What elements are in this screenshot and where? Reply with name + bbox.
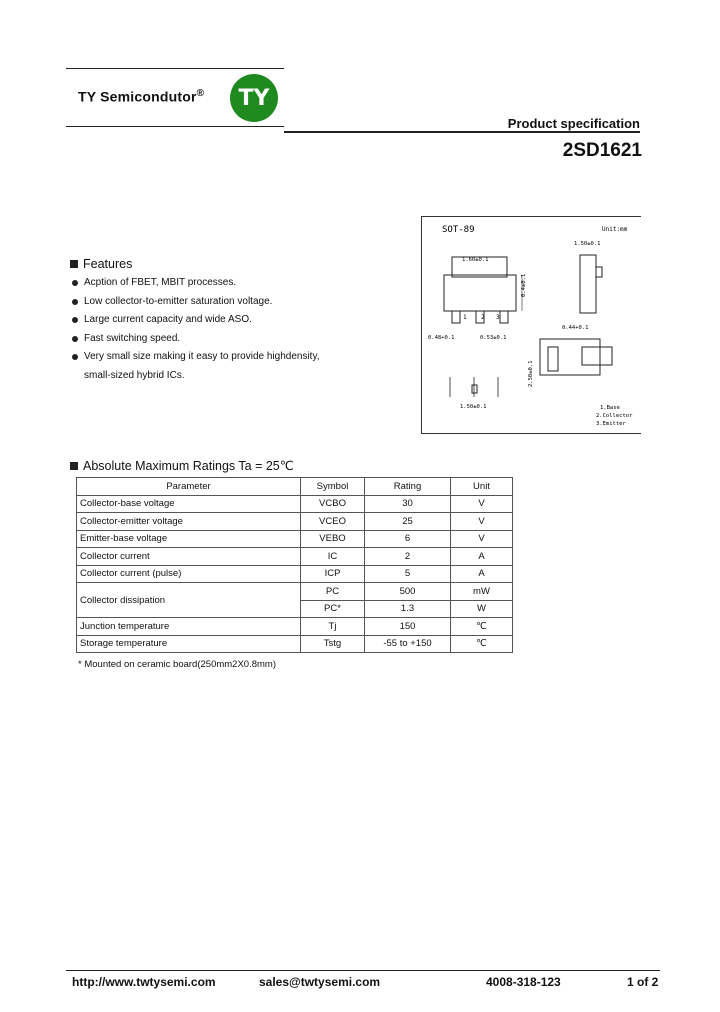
- cell-param: Collector current: [77, 548, 301, 566]
- cell-param: Collector-base voltage: [77, 495, 301, 513]
- bottom-view-body: [540, 339, 600, 375]
- page-number: 1 of 2: [627, 975, 659, 989]
- ratings-footnote: * Mounted on ceramic board(250mm2X0.8mm): [78, 659, 277, 670]
- features-list: [70, 276, 319, 388]
- company-name: TY Semicondutor®: [78, 88, 205, 105]
- dim-lead-left: 0.48+0.1: [428, 335, 455, 341]
- list-item: Fast switching speed.: [70, 332, 319, 351]
- footer-rule: [66, 970, 660, 971]
- cell-rating: 2: [365, 548, 451, 566]
- cell-symbol: IC: [301, 548, 365, 566]
- dim-side-height: 2.50±0.1: [528, 360, 534, 387]
- cell-param: Storage temperature: [77, 635, 301, 653]
- bullet-dot-icon: [72, 317, 78, 323]
- cell-unit: V: [451, 495, 513, 513]
- package-drawing: [421, 216, 641, 434]
- features-title: Features: [70, 257, 132, 271]
- ratings-title: Absolute Maximum Ratings Ta = 25℃: [70, 458, 294, 473]
- col-header: Symbol: [301, 478, 365, 496]
- cell-unit: W: [451, 600, 513, 618]
- list-item-continuation: small-sized hybrid ICs.: [84, 369, 185, 381]
- header-bottom-rule: [66, 126, 284, 127]
- bullet-dot-icon: [72, 354, 78, 360]
- cell-unit: V: [451, 530, 513, 548]
- spec-label: Product specification: [507, 116, 640, 131]
- bullet-dot-icon: [72, 280, 78, 286]
- cell-symbol: VCEO: [301, 513, 365, 531]
- list-item: Low collector-to-emitter saturation voltage.: [70, 295, 319, 314]
- cell-symbol: Tstg: [301, 635, 365, 653]
- cell-unit: A: [451, 565, 513, 583]
- dim-body-length: 1.60±0.1: [462, 257, 489, 263]
- bullet-square-icon: [70, 462, 78, 470]
- package-name: SOT-89: [442, 225, 475, 235]
- part-number: 2SD1621: [562, 140, 642, 161]
- pin-label: 3: [496, 314, 500, 321]
- lead-3: [500, 311, 508, 323]
- legend-base: 1.Base: [600, 405, 620, 411]
- legend-collector: 2.Collector: [596, 413, 633, 419]
- bottom-view-pad: [548, 347, 558, 371]
- bullet-square-icon: [70, 260, 78, 268]
- cell-symbol: ICP: [301, 565, 365, 583]
- list-item: Large current capacity and wide ASO.: [70, 313, 319, 332]
- cell-unit: A: [451, 548, 513, 566]
- cell-rating: 500: [365, 583, 451, 601]
- cell-symbol: Tj: [301, 618, 365, 636]
- pin-label: 2: [481, 314, 485, 321]
- pin-label: 1: [463, 314, 467, 321]
- dim-lead-mid: 0.53±0.1: [480, 335, 507, 341]
- cell-symbol: PC*: [301, 600, 365, 618]
- bottom-view-tab: [582, 347, 612, 365]
- table-row: [77, 513, 513, 531]
- dim-top-width: 1.50±0.1: [574, 241, 601, 247]
- phone-number: 4008-318-123: [486, 975, 561, 989]
- table-row: [77, 635, 513, 653]
- spec-rule: [284, 131, 640, 133]
- side-view-body: [580, 255, 596, 313]
- cell-param: Collector dissipation: [77, 583, 301, 618]
- cell-rating: 150: [365, 618, 451, 636]
- col-header: Rating: [365, 478, 451, 496]
- cell-unit: mW: [451, 583, 513, 601]
- col-header: Unit: [451, 478, 513, 496]
- website-link[interactable]: http://www.twtysemi.com: [72, 975, 216, 989]
- lead-section: [472, 385, 477, 393]
- table-row: [77, 548, 513, 566]
- cell-symbol: VCBO: [301, 495, 365, 513]
- cell-rating: 6: [365, 530, 451, 548]
- package-body: [444, 275, 516, 311]
- table-header-row: [77, 478, 513, 496]
- col-header: Parameter: [77, 478, 301, 496]
- table-row: [77, 583, 513, 601]
- company-logo: TY: [230, 74, 278, 122]
- list-item: Very small size making it easy to provide highdensity,: [70, 350, 319, 369]
- cell-unit: V: [451, 513, 513, 531]
- cell-param: Junction temperature: [77, 618, 301, 636]
- cell-symbol: PC: [301, 583, 365, 601]
- cell-rating: 5: [365, 565, 451, 583]
- cell-param: Collector current (pulse): [77, 565, 301, 583]
- package-outline-svg: [422, 217, 641, 433]
- list-item: Acption of FBET, MBIT processes.: [70, 276, 319, 295]
- bullet-dot-icon: [72, 336, 78, 342]
- email-link[interactable]: sales@twtysemi.com: [259, 975, 381, 989]
- dim-height: 0.4±0.1: [521, 273, 527, 297]
- cell-rating: 30: [365, 495, 451, 513]
- legend-emitter: 3.Emitter: [596, 421, 626, 427]
- bullet-dot-icon: [72, 299, 78, 305]
- ratings-table: [76, 477, 513, 653]
- cell-param: Emitter-base voltage: [77, 530, 301, 548]
- cell-rating: 1.3: [365, 600, 451, 618]
- dim-lead-right: 0.44+0.1: [562, 325, 589, 331]
- cell-unit: ℃: [451, 635, 513, 653]
- cell-symbol: VEBO: [301, 530, 365, 548]
- side-view-lead: [596, 267, 602, 277]
- dim-pitch: 1.50±0.1: [460, 404, 487, 410]
- table-row: [77, 618, 513, 636]
- package-unit: Unit:mm: [602, 226, 628, 233]
- header-top-rule: [66, 68, 284, 69]
- cell-unit: ℃: [451, 618, 513, 636]
- table-row: [77, 565, 513, 583]
- cell-rating: -55 to +150: [365, 635, 451, 653]
- table-row: [77, 530, 513, 548]
- cell-param: Collector-emitter voltage: [77, 513, 301, 531]
- cell-rating: 25: [365, 513, 451, 531]
- lead-1: [452, 311, 460, 323]
- table-row: [77, 495, 513, 513]
